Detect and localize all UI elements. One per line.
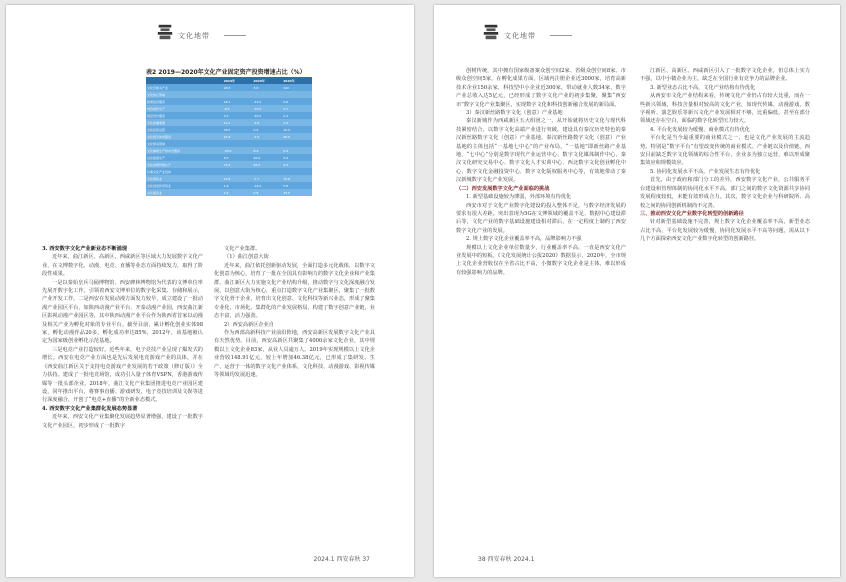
table-cell: 文化相关领域 <box>146 140 223 147</box>
table-header-cell: 2019年 <box>223 77 253 84</box>
table-cell: 3.8 <box>252 84 282 91</box>
magazine-logo-icon <box>156 23 174 41</box>
paragraph: 一是以秦始皇兵马俑博物馆、西安碑林博物馆为代表的文博单位率先展开数字化工作，引领着西安文博单位的数字化采集、存储和展示，产业开发工作。二是西安在发展动漫方面发力较早，成立建设了一批动漫产业园区平台，如陕西动漫产业平台、开泰动漫产业园，西安曲江新区影视动漫产业园区等，其中陕西动漫产业平台作为陕西省首家以动漫及相关产业为孵化对象的专业平台。截至目前，累计孵化创业实体98家，孵化动漫作品20多，孵化成功率达85%，2012年，该基地被认定为国家级创业孵化示范基地。 <box>42 279 203 345</box>
table-cell: 18.1 <box>223 98 253 105</box>
table-cell: 文化装备生产 <box>146 154 223 161</box>
paragraph: 针对新型基础设施不完善，规上数字文化企业覆盖率不高，新型业态占比不高，平台化发展较为缓慢，协同化发展水平不高等问题，需从以下几个方面探索西安文化产业数字化转型的创新路径。 <box>640 219 810 243</box>
table-cell: 19.8 <box>223 175 253 182</box>
table-cell: -7.7 <box>252 175 282 182</box>
table-cell: 文化娱乐休闲服务 <box>146 133 223 140</box>
left-page-column-1 <box>42 245 203 430</box>
page-header-left <box>156 21 266 51</box>
table-cell: 文化辅助生产和中介服务 <box>146 147 223 154</box>
table-cell: 15.8 <box>282 175 312 182</box>
table-cell: 内容创作生产 <box>146 105 223 112</box>
table-cell: 文化消费终端生产 <box>146 161 223 168</box>
table-cell: -2.5 <box>252 133 282 140</box>
table-cell: 100 <box>282 84 312 91</box>
table-cell: 文化及相关产业 <box>146 84 223 91</box>
table-cell: 8.9 <box>252 147 282 154</box>
table-cell: 0.9 <box>282 147 312 154</box>
table-cell: 2.3 <box>223 189 253 196</box>
table-cell: 72.5 <box>223 161 253 168</box>
table-cell: -12.2 <box>252 98 282 105</box>
table-cell: 5.9 <box>282 154 312 161</box>
left-page <box>6 5 414 577</box>
table-row <box>146 98 312 105</box>
table-cell: -30.5 <box>252 112 282 119</box>
magazine-name: 文化地带 <box>178 32 210 40</box>
header-rule <box>550 35 572 36</box>
table-row <box>146 91 312 98</box>
table-cell: 0.6 <box>282 98 312 105</box>
table-cell: 从事文化产业活动 <box>146 168 223 175</box>
page-footer-left: 2024.1 西安春秋 37 <box>313 556 370 563</box>
right-page-column-2 <box>640 67 810 244</box>
table-cell: 20.6 <box>252 154 282 161</box>
table-cell: 文化服务业 <box>146 189 223 196</box>
right-page <box>434 5 840 577</box>
paragraph: 三是电竞产业打造较好。近些年来，电子竞技产业呈现了爆发式的增长。西安在电竞产业方面也是先后发展电竞游戏产业的具体，并在《西安曲江新区关于支持电竞游戏产业发展的若干政策（修订版）》全力扶持。建成了一批电竞场馆，成功引入量子体育VSPN，香港游戏传媒等一批头部企业。2018年，曲江文化产业集团推进电竞产业园区建设，同年推出平台，将赛事直播、游戏研发、电子竞技培训及文娱等进行深度融合，开创了“电竞+直播”的全新业态模式。 <box>42 346 203 404</box>
table-cell: 新闻信息服务 <box>146 98 223 105</box>
table-cell: 10.1 <box>223 119 253 126</box>
table-cell: 文化批发和零售业 <box>146 182 223 189</box>
table-cell: 文化核心领域 <box>146 91 223 98</box>
paragraph: （1）曲江创意大街 <box>224 254 269 261</box>
right-page-column-1 <box>456 67 626 277</box>
table-cell <box>223 140 253 147</box>
table-cell: 3.3 <box>223 112 253 119</box>
paragraph: 1. 新型基础设施较为薄弱，外部环境有待优化 <box>466 194 572 201</box>
table-header-row <box>146 77 312 84</box>
table-row <box>146 175 312 182</box>
table-cell: 文化传播渠道 <box>146 119 223 126</box>
table-cell: 2.4 <box>282 119 312 126</box>
paragraph: 从西安市文化产业结构来看，传统文化产业仍占有较大比重，而在一些新兴领域，科技含量相对较高的文化产业，如现代传媒、动漫游戏、数字视听、演艺娱乐等新兴文化产业发展相对不够，比重偏低，甚至在部分领域还存在空白，面临的数字化转型压力较大。 <box>640 93 810 125</box>
table-cell <box>223 91 253 98</box>
section-heading: （二）西安发展数字文化产业面临的挑战 <box>456 185 550 192</box>
table-row <box>146 147 312 154</box>
table-cell: 28.5 <box>223 84 253 91</box>
table-cell: -30.8 <box>223 147 253 154</box>
table-cell <box>282 140 312 147</box>
table-cell <box>252 168 282 175</box>
magazine-logo-icon <box>482 23 500 41</box>
paragraph: 近年来，西安文化产业集聚化发展趋势显著增强，建设了一批数字文化产业园区，初步形成了一批数字 <box>42 414 203 429</box>
section-heading: 4. 西安数字文化产业集群化发展态势显著 <box>42 405 138 412</box>
table-row <box>146 161 312 168</box>
header-rule <box>224 35 246 36</box>
paragraph: 2. 规上数字文化企业覆盖率不高，品牌影响力不强 <box>466 236 582 243</box>
table-row <box>146 112 312 119</box>
paragraph: 创树传统，其中拥有国家级备案众创空间2家、省级众创空间8家、市级众创空间5家，在孵化成果方面，区域内注册企业近3000家，培育高新技术企业150余家，科技型中小企业近300家，带动就业人数34家，数字产业总收入达5亿元，已经形成了数字文化产业的初步集聚，聚集“西安市”数字文化产业集聚区，实现数字文化和科技创新融合发展的新局面。 <box>456 68 626 108</box>
table-row <box>146 133 312 140</box>
paragraph: 3）秦汉新丝路数字文化（创意）产业基地 <box>466 110 563 117</box>
table-cell: 4.3 <box>282 161 312 168</box>
table-cell: 文化投资运营 <box>146 126 223 133</box>
paragraph: 3. 新型业态占比不高，文化产业结构有待优化 <box>650 84 756 91</box>
table-caption: 表2 2019—2020年文化产业固定资产投资增速占比（%） <box>146 69 306 76</box>
table-row <box>146 119 312 126</box>
table-cell <box>252 91 282 98</box>
paragraph: 5. 协同化发展水平不高，产业发展生态有待优化 <box>650 168 761 175</box>
table-cell <box>282 91 312 98</box>
table-cell: 8.3 <box>223 154 253 161</box>
table-cell: 22.8 <box>223 133 253 140</box>
table-row <box>146 84 312 91</box>
paragraph: 秦汉新城作为西咸新区五大组团之一，从开始就将历史文化与现代科技紧密结合，以数字文化高端产业进行突破。建设具有秦汉历史特色的秦汉新丝路数字文化（创意）产业基地。秦汉新丝路数字文化（创意）产业基地的主体包括“一基地七中心”的产业布局，“一基地”即新丝路产业基地，“七中心”分别是数字现代产业运营中心、数字文化媒体制作中心、秦汉文化研究交易中心、数字文化人才实训中心、西北数字文化创业孵化中心、数字文化金融投资中心、数字文化版权服务中心等，有效地带动了秦汉新城数字文化产业发展。 <box>456 118 626 184</box>
paragraph: 4. 平台化发展较为缓慢，商业模式有待优化 <box>650 126 750 133</box>
magazine-name: 文化地带 <box>504 32 536 40</box>
page-header-right <box>482 21 592 51</box>
paragraph: 江新区、高新区、西咸新区引入了一批数字文化企业，但总体上实力不强，以中小微企业为主，缺乏在全国行业有竞争力的品牌企业。 <box>640 68 810 83</box>
page-footer-right: 38 西安春秋 2024.1 <box>478 556 535 563</box>
table-cell: -3.8 <box>252 119 282 126</box>
table-row <box>146 168 312 175</box>
paragraph: 文化产业集群。 <box>224 246 261 252</box>
table-header-cell: 2020年 <box>252 77 282 84</box>
paragraph: 作为西部高新科技产业前沿阵地，西安高新区发展数字文化产业具有天然优势。目前，西安高新区共聚集了4000余家文化企业，其中规模以上文化企业83家，从业人员逾万人。2019年实现规模以上文化企业营收148.91亿元，较上年增加46.38亿元，已形成了集研发、生产、运营于一体的数字文化产业体系，文化科技、动漫游戏、影视传媒等领域均发展迅速。 <box>214 330 375 379</box>
left-page-column-2 <box>214 245 375 380</box>
paragraph: 近年来，曲江依托创新驱动发展，全面打造多元化载体，以数字文化创意为核心，培育了一批在全国具有影响力的数字文化企业和产业集群。曲江新区大力实施文化产业结构升级，推动数字与文化深度融合发展，以创意大街为核心，重点打造数字文化产业集聚区，聚集了一批数字文化骨干企业，培育出文化创意、文化科技等新兴业态，形成了聚集专业化、市场化、集群化的产业发展格局，构建了数字创意产业链，业态丰富，活力强劲。 <box>214 262 375 320</box>
table-cell: -8.9 <box>223 105 253 112</box>
table-cell: 38.5 <box>223 126 253 133</box>
table-row <box>146 189 312 196</box>
table-cell: 2.4 <box>282 112 312 119</box>
table-cell: 33.5 <box>282 189 312 196</box>
table-row <box>146 140 312 147</box>
table-cell: 文化制造业 <box>146 175 223 182</box>
paragraph: 首先，由于政府和部门分工的差异，西安数字文化产业，公共服务平台建设和管理体制的协同化水平不高，部门之间的数字文化资源共享协同发展程度较低，未能有效形成合力。其次，数字文化企业与科研院所、高校之间的协同创新机制尚不完善。 <box>640 177 810 209</box>
table-cell: 创意设计服务 <box>146 112 223 119</box>
table-cell: 25.6 <box>252 161 282 168</box>
paragraph: 近年来，曲江新区、高新区、西咸新区等区域大力发展数字文化产业，在文博数字化、动漫、电竞、直播等业态方面持续发力，取得了阶段性成果。 <box>42 254 203 278</box>
section-heading: 三、推动西安文化产业数字化转型的创新路径 <box>640 210 744 217</box>
table-header-cell: 2020年 <box>282 77 312 84</box>
table-cell: -10.5 <box>252 105 282 112</box>
table-cell: -16.5 <box>252 182 282 189</box>
table-row <box>146 182 312 189</box>
table-cell: 0.8 <box>252 189 282 196</box>
table-row <box>146 126 312 133</box>
table-cell: 36.5 <box>282 133 312 140</box>
table-cell <box>223 168 253 175</box>
paragraph: 西安市对于文化产业数字化建设的投入整体不足，与数字经济发展的要求有很大差距。突出表现为5G在文博领域的覆盖不足、数据中心建设滞后等，文化产业的数字基础设施建设相对滞后，在一定程度上制约了西安数字文化产业的发展。 <box>456 202 626 234</box>
paragraph: 平台化是当今最重要的商业模式之一，也是文化产业发展的主流趋势。特别是“数字平台”有望改变传统的商业模式、产业链以及价值链。西安目前缺乏数字文化领域的综合性平台，企业多为独立运营，难以形成聚集效应和规模效应。 <box>640 135 810 167</box>
data-table <box>146 77 312 234</box>
table-row <box>146 105 312 112</box>
table-cell: 3.7 <box>282 105 312 112</box>
table-row <box>146 154 312 161</box>
table-cell <box>252 140 282 147</box>
table-cell: 0.9 <box>252 126 282 133</box>
table-cell: 10.9 <box>282 126 312 133</box>
section-heading: 3. 西安数字文化产业新业态不断涌现 <box>42 246 128 252</box>
table-header-cell <box>146 77 223 84</box>
paragraph: 规模以上文化企业单位数量少，行业覆盖率不高，一直是西安文化产业发展中的短板。《文化发展统计公报2020》数据显示，2020年，全市规上文化企业营收仅在全省占比不高，小微数字文化企业是主体，难以形成有较强影响力的品牌。 <box>456 244 626 276</box>
table-cell <box>282 168 312 175</box>
table-cell: 5.8 <box>282 182 312 189</box>
table-cell: 1.8 <box>223 182 253 189</box>
paragraph: 2）西安高新区企业自 <box>224 321 274 328</box>
